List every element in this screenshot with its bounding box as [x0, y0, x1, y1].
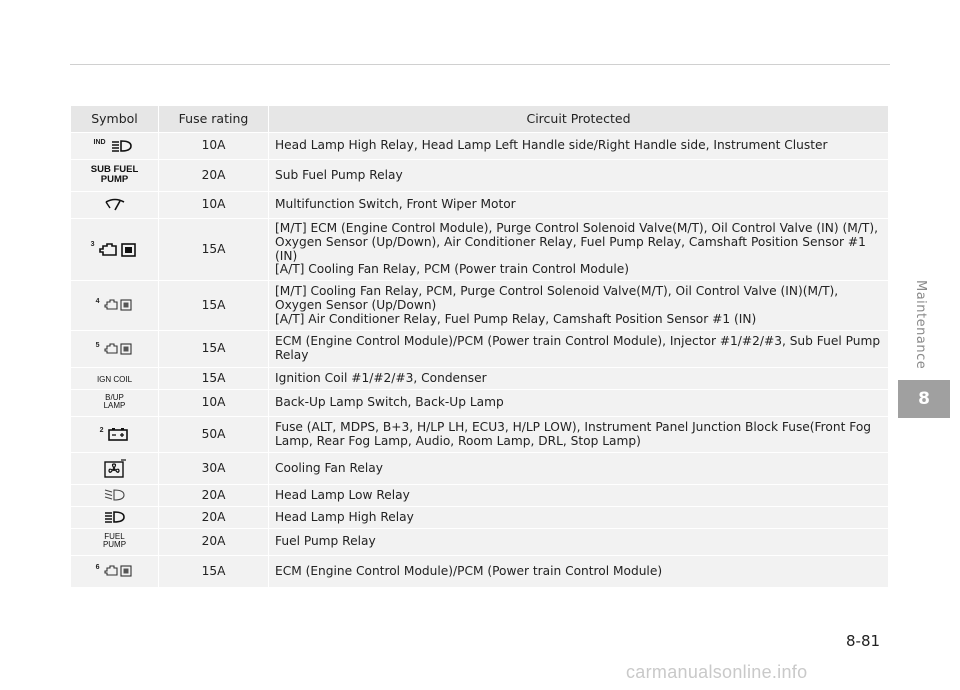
circuit-protected: Fuse (ALT, MDPS, B+3, H/LP LH, ECU3, H/LP LOW), Instrument Panel Junction Block Fuse(Front Fog Lamp, Rear Fog Lamp, Audio, Room Lamp, DRL, Stop Lamp)	[269, 417, 889, 453]
fuse-table	[70, 105, 889, 588]
circuit-protected: Ignition Coil #1/#2/#3, Condenser	[269, 368, 889, 390]
symbol-cell	[71, 529, 159, 556]
ign-coil-symbol: IGN COIL	[96, 374, 133, 384]
chapter-tab[interactable]: 8	[898, 380, 950, 418]
fuse-rating: 20A	[159, 507, 269, 529]
symbol-superscript: 4	[95, 298, 100, 306]
symbol-cell	[71, 281, 159, 331]
table-row	[71, 281, 889, 331]
header-fuse-rating: Fuse rating	[159, 106, 269, 133]
table-row	[71, 507, 889, 529]
engine-ecu-icon	[103, 298, 133, 312]
circuit-protected: Back-Up Lamp Switch, Back-Up Lamp	[269, 390, 889, 417]
fuse-rating: 15A	[159, 219, 269, 281]
symbol-cell	[71, 219, 159, 281]
table-row	[71, 219, 889, 281]
table-row	[71, 331, 889, 368]
fuse-rating: 15A	[159, 368, 269, 390]
fuel-pump-symbol: FUEL PUMP	[102, 532, 127, 550]
circuit-protected: ECM (Engine Control Module)/PCM (Power train Control Module), Injector #1/#2/#3, Sub Fuel Pump Relay	[269, 331, 889, 368]
engine-ecu-icon	[103, 564, 133, 578]
symbol-cell	[71, 485, 159, 507]
fuse-rating: 50A	[159, 417, 269, 453]
fuse-rating: 30A	[159, 453, 269, 485]
symbol-cell	[71, 390, 159, 417]
table-row	[71, 192, 889, 219]
symbol-cell	[71, 331, 159, 368]
section-side-label: Maintenance	[913, 280, 928, 370]
table-row	[71, 368, 889, 390]
symbol-superscript: 3	[90, 240, 95, 248]
watermark: carmanualsonline.info	[626, 662, 808, 682]
battery-icon	[107, 427, 129, 441]
symbol-superscript: 2	[99, 427, 104, 435]
fuse-rating: 15A	[159, 281, 269, 331]
circuit-protected: Head Lamp High Relay, Head Lamp Left Handle side/Right Handle side, Instrument Cluster	[269, 133, 889, 160]
symbol-cell	[71, 507, 159, 529]
fuse-rating: 15A	[159, 331, 269, 368]
low-beam-icon	[102, 488, 128, 502]
fuse-rating: 20A	[159, 485, 269, 507]
symbol-cell	[71, 453, 159, 485]
circuit-protected: ECM (Engine Control Module)/PCM (Power train Control Module)	[269, 556, 889, 588]
circuit-protected: Cooling Fan Relay	[269, 453, 889, 485]
high-beam-icon	[102, 510, 128, 524]
table-row	[71, 453, 889, 485]
symbol-cell	[71, 133, 159, 160]
symbol-cell	[71, 417, 159, 453]
symbol-cell	[71, 368, 159, 390]
fuse-rating: 20A	[159, 160, 269, 192]
circuit-protected: [M/T] ECM (Engine Control Module), Purge Control Solenoid Valve(M/T), Oil Control Valve (IN) (M/T), Oxygen Sensor (Up/Down), Air Conditioner Relay, Fuel Pump Relay, Camshaft Position Sensor #1 (IN) [A/T] Cooling Fan Relay, PCM (Power train Control Module)	[269, 219, 889, 281]
sub-fuel-pump-symbol: SUB FUEL PUMP	[90, 164, 139, 185]
engine-ecu-icon	[103, 342, 133, 356]
table-row	[71, 529, 889, 556]
top-rule	[70, 64, 890, 65]
table-row	[71, 485, 889, 507]
symbol-superscript: 6	[95, 564, 100, 572]
cooling-fan-icon	[102, 459, 128, 479]
table-row	[71, 417, 889, 453]
table-row	[71, 556, 889, 588]
fuse-rating: 10A	[159, 192, 269, 219]
circuit-protected: Head Lamp High Relay	[269, 507, 889, 529]
circuit-protected: Fuel Pump Relay	[269, 529, 889, 556]
symbol-cell	[71, 192, 159, 219]
backup-lamp-symbol: B/UP LAMP	[103, 393, 126, 411]
header-circuit-protected: Circuit Protected	[269, 106, 889, 133]
header-symbol: Symbol	[71, 106, 159, 133]
circuit-protected: [M/T] Cooling Fan Relay, PCM, Purge Control Solenoid Valve(M/T), Oil Control Valve (IN)(M/T), Oxygen Sensor (Up/Down) [A/T] Air Conditioner Relay, Fuel Pump Relay, Camshaft Position Sensor #1 (IN)	[269, 281, 889, 331]
table-row	[71, 390, 889, 417]
wiper-icon	[104, 198, 126, 212]
table-row	[71, 133, 889, 160]
circuit-protected: Multifunction Switch, Front Wiper Motor	[269, 192, 889, 219]
engine-ecu-icon	[98, 241, 138, 259]
symbol-cell	[71, 160, 159, 192]
table-header-row	[71, 106, 889, 133]
fuse-rating: 10A	[159, 133, 269, 160]
circuit-protected: Sub Fuel Pump Relay	[269, 160, 889, 192]
page-number: 8-81	[846, 632, 881, 650]
symbol-superscript: 5	[95, 341, 100, 349]
fuse-rating: 10A	[159, 390, 269, 417]
table-row	[71, 160, 889, 192]
high-beam-icon	[109, 139, 135, 153]
fuse-rating: 20A	[159, 529, 269, 556]
symbol-cell	[71, 556, 159, 588]
fuse-rating: 15A	[159, 556, 269, 588]
symbol-superscript: IND	[93, 138, 106, 146]
circuit-protected: Head Lamp Low Relay	[269, 485, 889, 507]
